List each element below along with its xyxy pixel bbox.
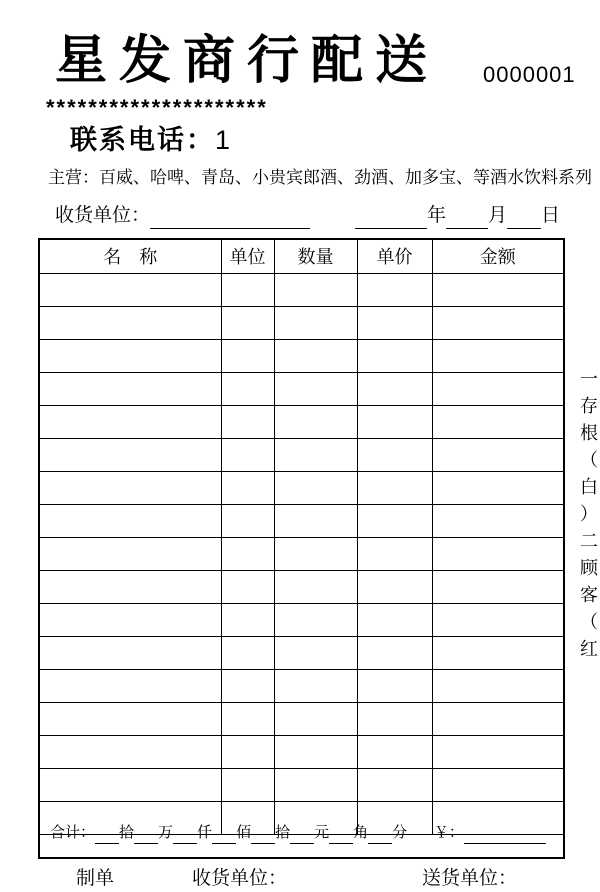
table-cell[interactable]	[40, 405, 221, 438]
table-cell[interactable]	[40, 438, 221, 471]
table-cell[interactable]	[357, 768, 432, 801]
table-cell[interactable]	[274, 372, 357, 405]
table-cell[interactable]	[357, 702, 432, 735]
footer-recipient-label: 收货单位：	[192, 867, 288, 889]
table-cell[interactable]	[221, 339, 274, 372]
table-cell[interactable]	[274, 504, 357, 537]
table-cell[interactable]	[357, 603, 432, 636]
table-cell[interactable]	[432, 702, 563, 735]
table-cell[interactable]	[40, 471, 221, 504]
table-cell[interactable]	[357, 339, 432, 372]
table-cell[interactable]	[221, 636, 274, 669]
table-row	[40, 372, 563, 405]
table-cell[interactable]	[40, 636, 221, 669]
currency-label: ￥：	[433, 823, 464, 841]
table-row	[40, 438, 563, 471]
table-row	[40, 504, 563, 537]
unit-label: 拾	[119, 823, 135, 841]
day-field[interactable]	[507, 208, 541, 229]
table-cell[interactable]	[274, 702, 357, 735]
table-cell[interactable]	[432, 273, 563, 306]
table-cell[interactable]	[221, 405, 274, 438]
table-cell[interactable]	[357, 669, 432, 702]
table-cell[interactable]	[274, 405, 357, 438]
table-cell[interactable]	[40, 537, 221, 570]
table-cell[interactable]	[432, 768, 563, 801]
footer-maker-label: 制单	[76, 867, 115, 889]
table-cell[interactable]	[40, 735, 221, 768]
table-cell[interactable]	[357, 504, 432, 537]
copy-char: 顾	[580, 558, 598, 579]
table-cell[interactable]	[274, 570, 357, 603]
table-cell[interactable]	[432, 537, 563, 570]
date-line	[355, 201, 560, 229]
table-cell[interactable]	[274, 438, 357, 471]
month-label: 月	[488, 204, 508, 226]
total-label: 合计：	[50, 823, 96, 841]
table-cell[interactable]	[357, 570, 432, 603]
table-row	[40, 339, 563, 372]
unit-label: 万	[158, 823, 174, 841]
table-cell[interactable]	[274, 339, 357, 372]
copy-label-stub	[580, 366, 600, 528]
table-cell[interactable]	[357, 735, 432, 768]
column-header-unit: 单位	[221, 240, 274, 273]
table-cell[interactable]	[274, 636, 357, 669]
recipient-field[interactable]	[150, 208, 310, 229]
column-header-amount: 金额	[432, 240, 563, 273]
copy-char: 客	[580, 585, 598, 606]
table-cell[interactable]	[274, 603, 357, 636]
unit-label: 仟	[197, 823, 213, 841]
table-cell[interactable]	[221, 735, 274, 768]
phone-number: 1	[215, 125, 237, 154]
table-cell[interactable]	[357, 636, 432, 669]
table-cell[interactable]	[221, 273, 274, 306]
copy-char: （	[580, 450, 598, 471]
table-cell[interactable]	[40, 768, 221, 801]
table-cell[interactable]	[40, 372, 221, 405]
table-cell[interactable]	[221, 438, 274, 471]
table-cell[interactable]	[221, 306, 274, 339]
table-cell[interactable]	[274, 768, 357, 801]
table-row	[40, 570, 563, 603]
items-frame	[38, 238, 565, 859]
table-cell[interactable]	[357, 372, 432, 405]
table-cell[interactable]	[357, 306, 432, 339]
copy-char: 存	[580, 396, 598, 417]
table-row	[40, 405, 563, 438]
table-cell[interactable]	[221, 537, 274, 570]
unit-label: 角	[353, 823, 369, 841]
table-body	[40, 273, 563, 834]
table-row	[40, 306, 563, 339]
table-cell[interactable]	[274, 306, 357, 339]
table-cell[interactable]	[432, 504, 563, 537]
total-amount-field[interactable]	[464, 827, 546, 844]
total-blank[interactable]	[329, 827, 353, 844]
unit-label: 元	[314, 823, 330, 841]
table-row	[40, 537, 563, 570]
unit-label: 分	[392, 823, 408, 841]
table-cell[interactable]	[40, 273, 221, 306]
table-cell[interactable]	[274, 735, 357, 768]
table-cell[interactable]	[357, 537, 432, 570]
total-blank[interactable]	[173, 827, 197, 844]
table-cell[interactable]	[432, 438, 563, 471]
recipient-label: 收货单位：	[55, 204, 151, 226]
items-table	[40, 240, 563, 835]
serial-number: 0000001	[483, 62, 576, 87]
phone-label: 联系电话：	[70, 125, 215, 154]
table-cell[interactable]	[357, 471, 432, 504]
copy-char: 根	[580, 423, 598, 444]
table-cell[interactable]	[221, 471, 274, 504]
table-cell[interactable]	[357, 273, 432, 306]
table-cell[interactable]	[221, 603, 274, 636]
business-scope: 主营：百威、哈啤、青岛、小贵宾郎酒、劲酒、加多宝、等酒水饮料系列	[48, 168, 592, 188]
table-cell[interactable]	[432, 339, 563, 372]
total-blank[interactable]	[251, 827, 275, 844]
table-cell[interactable]	[432, 603, 563, 636]
recipient-line	[55, 201, 310, 229]
footer-sender-label: 送货单位：	[422, 867, 518, 889]
table-cell[interactable]	[432, 570, 563, 603]
total-blank[interactable]	[212, 827, 236, 844]
table-header-row	[40, 240, 563, 273]
copy-char: 红	[580, 639, 598, 660]
table-cell[interactable]	[274, 273, 357, 306]
total-blank[interactable]	[290, 827, 314, 844]
table-cell[interactable]	[40, 570, 221, 603]
document-title: 星发商行配送	[55, 31, 440, 91]
table-cell[interactable]	[274, 471, 357, 504]
column-header-quantity: 数量	[274, 240, 357, 273]
year-field[interactable]	[355, 208, 427, 229]
month-field[interactable]	[446, 208, 488, 229]
table-cell[interactable]	[40, 339, 221, 372]
table-cell[interactable]	[221, 669, 274, 702]
copy-char: 白	[580, 477, 598, 498]
copy-char: ）	[580, 504, 598, 525]
table-cell[interactable]	[221, 768, 274, 801]
table-cell[interactable]	[221, 702, 274, 735]
copy-label-customer	[580, 528, 600, 663]
table-row	[40, 702, 563, 735]
copy-char: 二	[580, 531, 598, 552]
table-cell[interactable]	[40, 669, 221, 702]
table-cell[interactable]	[357, 405, 432, 438]
table-row	[40, 603, 563, 636]
column-header-name: 名 称	[40, 240, 221, 273]
column-header-unit-price: 单价	[357, 240, 432, 273]
table-row	[40, 273, 563, 306]
unit-label: 佰	[236, 823, 252, 841]
table-row	[40, 636, 563, 669]
table-row	[40, 471, 563, 504]
table-cell[interactable]	[432, 735, 563, 768]
table-cell[interactable]	[221, 504, 274, 537]
year-label: 年	[427, 204, 447, 226]
copy-char: 一	[580, 369, 598, 390]
table-row	[40, 768, 563, 801]
total-blank[interactable]	[368, 827, 392, 844]
star-divider: *********************	[46, 95, 268, 120]
table-cell[interactable]	[274, 537, 357, 570]
day-label: 日	[541, 204, 561, 226]
table-cell[interactable]	[432, 306, 563, 339]
table-cell[interactable]	[432, 372, 563, 405]
total-blank[interactable]	[134, 827, 158, 844]
table-cell[interactable]	[40, 306, 221, 339]
table-row	[40, 669, 563, 702]
phone-line	[70, 120, 236, 154]
table-cell[interactable]	[432, 471, 563, 504]
table-cell[interactable]	[40, 504, 221, 537]
table-cell[interactable]	[40, 702, 221, 735]
table-cell[interactable]	[357, 438, 432, 471]
unit-label: 拾	[275, 823, 291, 841]
table-row	[40, 735, 563, 768]
table-cell[interactable]	[432, 636, 563, 669]
total-line	[50, 820, 546, 844]
copy-char: （	[580, 612, 598, 633]
total-blank[interactable]	[95, 827, 119, 844]
table-cell[interactable]	[40, 603, 221, 636]
table-cell[interactable]	[221, 372, 274, 405]
table-cell[interactable]	[274, 669, 357, 702]
table-cell[interactable]	[432, 669, 563, 702]
table-cell[interactable]	[432, 405, 563, 438]
table-cell[interactable]	[221, 570, 274, 603]
